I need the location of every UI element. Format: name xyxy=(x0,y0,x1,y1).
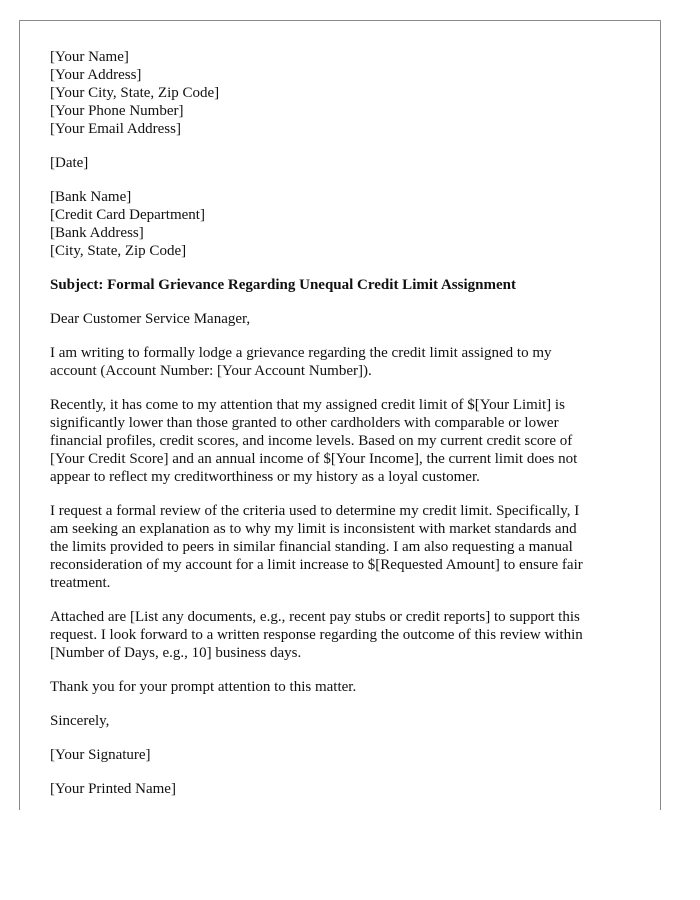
recipient-city-state-zip: [City, State, Zip Code] xyxy=(50,243,187,259)
paragraph-line: I request a formal review of the criteria used to determine my credit limit. Specifically, I xyxy=(50,503,580,519)
paragraph-intro xyxy=(50,344,635,380)
letter-date: [Date] xyxy=(50,155,89,171)
paragraph-line: I am writing to formally lodge a grievance regarding the credit limit assigned to my xyxy=(50,345,552,361)
sender-address: [Your Address] xyxy=(50,67,142,83)
date-block xyxy=(50,154,635,172)
paragraph-line: treatment. xyxy=(50,575,111,591)
sender-email: [Your Email Address] xyxy=(50,121,181,137)
paragraph-line: appear to reflect my creditworthiness or my history as a loyal customer. xyxy=(50,469,480,485)
paragraph-line: Attached are [List any documents, e.g., recent pay stubs or credit reports] to support this xyxy=(50,609,580,625)
paragraph-line: account (Account Number: [Your Account Number]). xyxy=(50,363,372,379)
subject-line: Subject: Formal Grievance Regarding Unequal Credit Limit Assignment xyxy=(50,277,516,293)
paragraph-request xyxy=(50,502,635,592)
signature-placeholder: [Your Signature] xyxy=(50,747,151,763)
sender-city-state-zip: [Your City, State, Zip Code] xyxy=(50,85,220,101)
paragraph-line: the limits provided to peers in similar financial standing. I am also requesting a manual xyxy=(50,539,573,555)
paragraph-line: Recently, it has come to my attention that my assigned credit limit of $[Your Limit] is xyxy=(50,397,565,413)
sender-name: [Your Name] xyxy=(50,49,129,65)
paragraph-attachments xyxy=(50,608,635,662)
recipient-address: [Bank Address] xyxy=(50,225,144,241)
recipient-bank-name: [Bank Name] xyxy=(50,189,132,205)
closing: Sincerely, xyxy=(50,713,110,729)
recipient-department: [Credit Card Department] xyxy=(50,207,205,223)
paragraph-line: Thank you for your prompt attention to this matter. xyxy=(50,679,357,695)
paragraph-line: am seeking an explanation as to why my limit is inconsistent with market standards and xyxy=(50,521,577,537)
recipient-address-block xyxy=(50,188,635,260)
paragraph-line: [Number of Days, e.g., 10] business days. xyxy=(50,645,302,661)
paragraph-line: significantly lower than those granted to other cardholders with comparable or lower xyxy=(50,415,559,431)
paragraph-line: request. I look forward to a written response regarding the outcome of this review within xyxy=(50,627,583,643)
letter-page xyxy=(19,20,661,810)
paragraph-line: reconsideration of my account for a limit increase to $[Requested Amount] to ensure fair xyxy=(50,557,583,573)
sender-phone: [Your Phone Number] xyxy=(50,103,184,119)
letter-body xyxy=(50,48,635,814)
sender-address-block xyxy=(50,48,635,138)
printed-name: [Your Printed Name] xyxy=(50,781,176,797)
paragraph-thanks xyxy=(50,678,635,696)
paragraph-background xyxy=(50,396,635,486)
paragraph-line: [Your Credit Score] and an annual income of $[Your Income], the current limit does not xyxy=(50,451,578,467)
salutation: Dear Customer Service Manager, xyxy=(50,311,251,327)
paragraph-line: financial profiles, credit scores, and income levels. Based on my current credit score of xyxy=(50,433,573,449)
